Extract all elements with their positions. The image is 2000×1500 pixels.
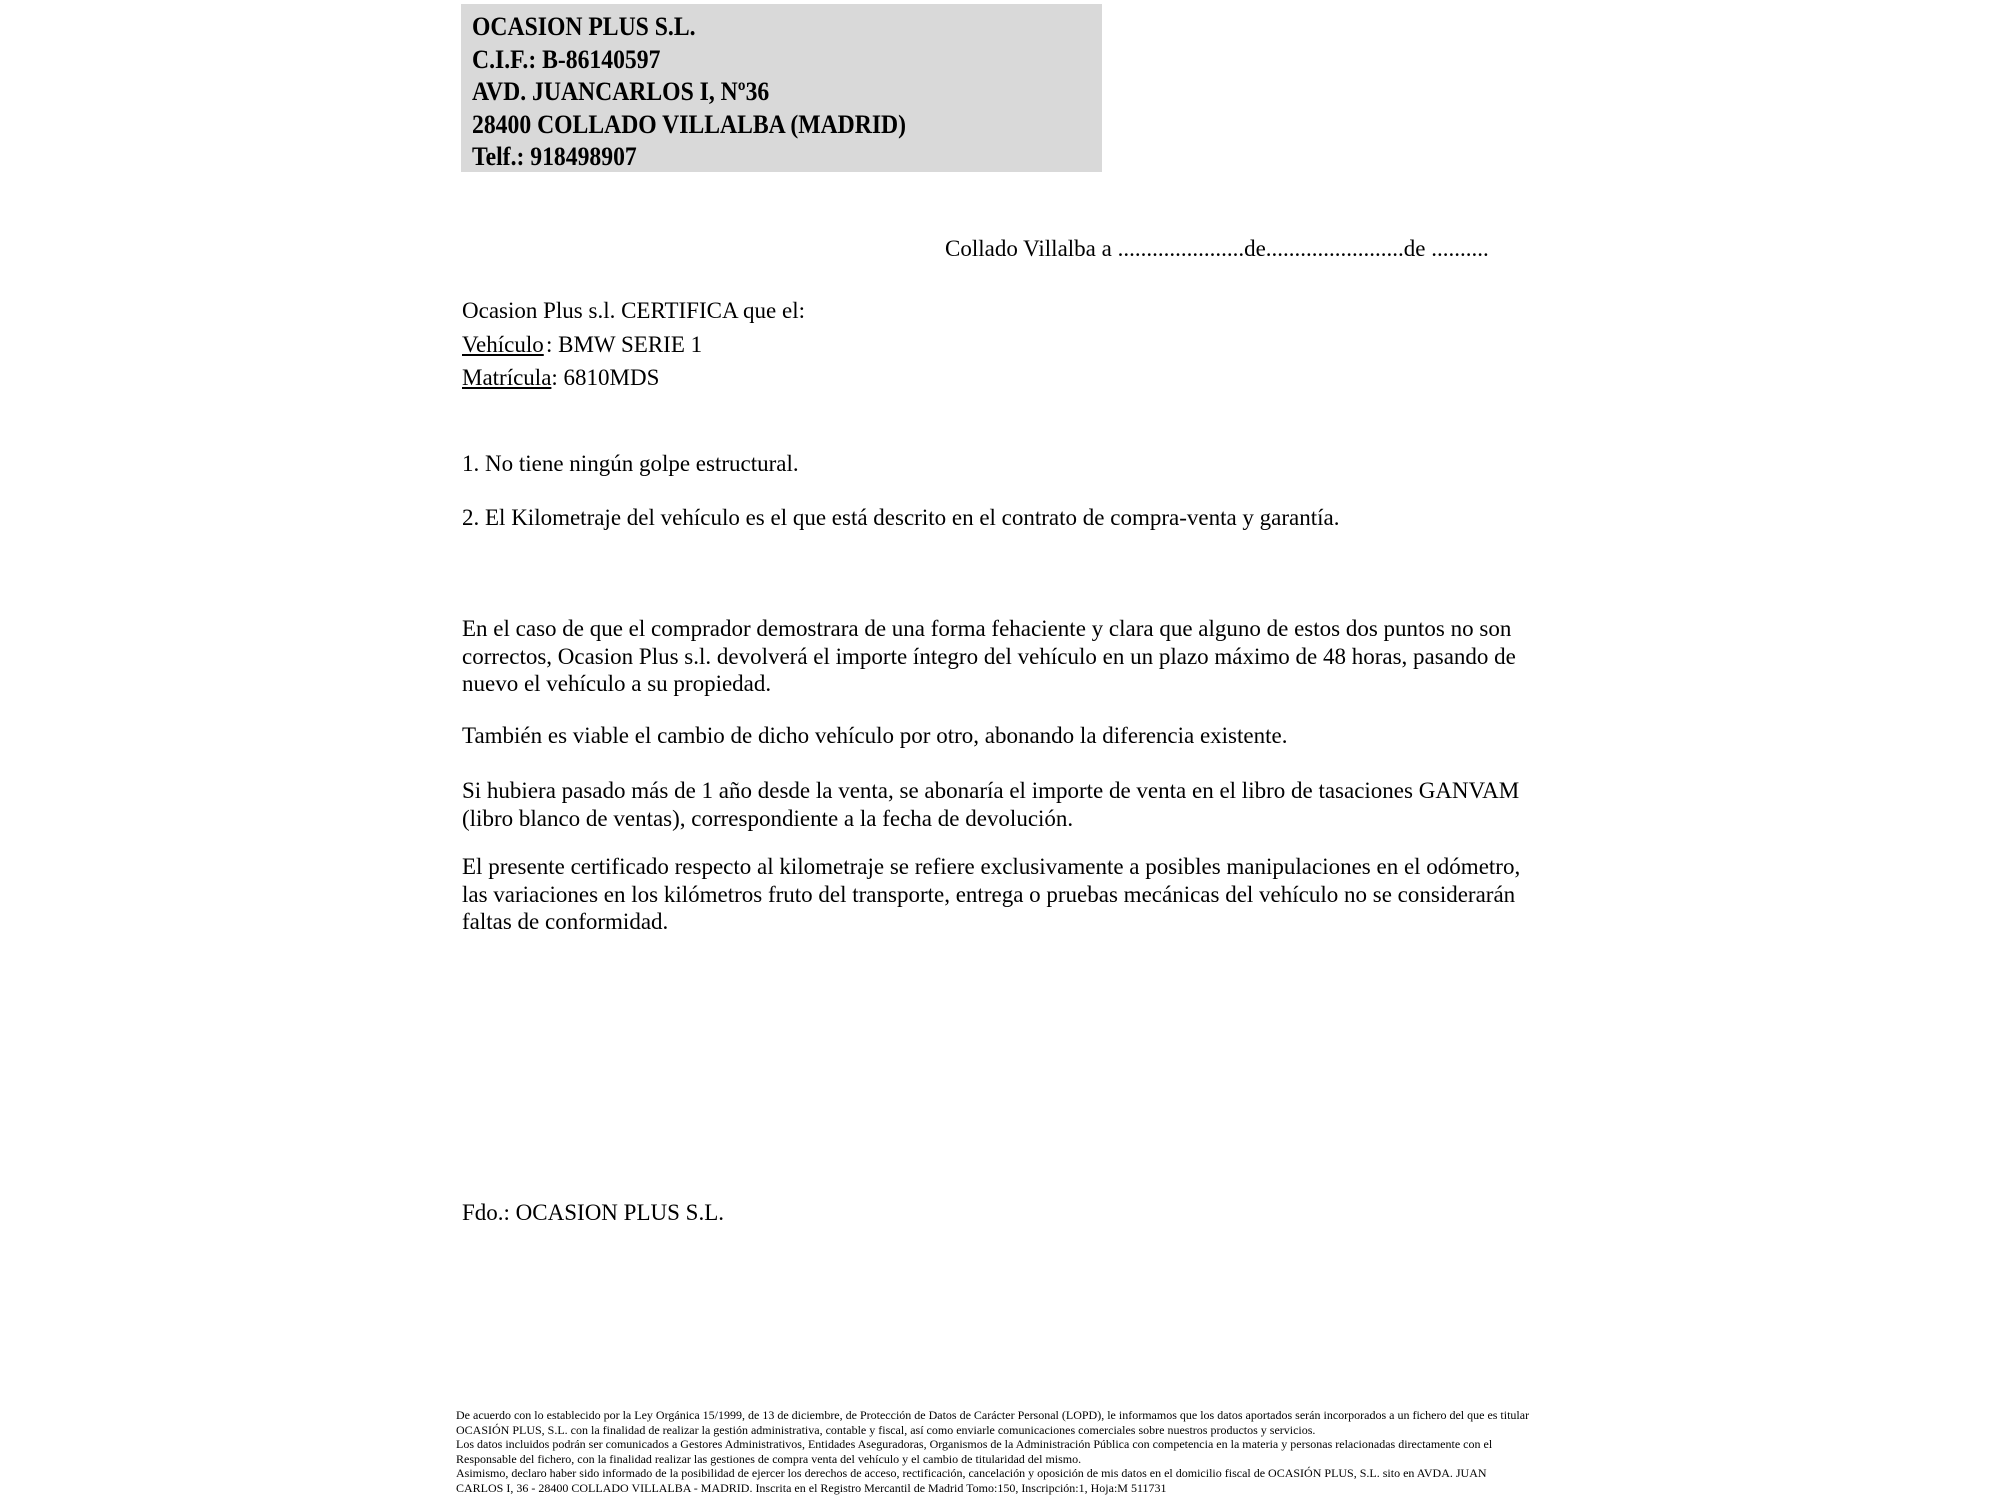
letterhead-box <box>461 4 1102 172</box>
plate-label: Matrícula <box>462 365 552 390</box>
legal-footer-line: Responsable del fichero, con la finalidad realizar las gestiones de compra venta del vehículo y el cambio de titularidad del mismo. <box>456 1451 1082 1466</box>
certification-intro: Ocasion Plus s.l. CERTIFICA que el: <box>462 298 805 323</box>
paragraph-ganvam-valuation: Si hubiera pasado más de 1 año desde la venta, se abonaría el importe de venta en el libro de tasaciones GANVAM (libro blanco de ventas), correspondiente a la fecha de devolución. <box>462 778 1520 831</box>
signature-line: Fdo.: OCASION PLUS S.L. <box>462 1200 724 1225</box>
legal-footer-line: De acuerdo con lo establecido por la Ley Orgánica 15/1999, de 13 de diciembre, de Protección de Datos de Carácter Personal (LOPD), le informamos que los datos aportados serán incorporados a un fichero del que es titular <box>456 1408 1530 1422</box>
company-phone: Telf.: 918498907 <box>472 142 637 172</box>
legal-footer-line: CARLOS I, 36 - 28400 COLLADO VILLALBA - MADRID. Inscrita en el Registro Mercantil de Madrid Tomo:150, Inscripción:1, Hoja:M 511731 <box>456 1480 1167 1495</box>
vehicle-value: : BMW SERIE 1 <box>546 331 703 357</box>
vehicle-label: Vehículo <box>462 331 544 357</box>
paragraph-refund-terms: En el caso de que el comprador demostrara de una forma fehaciente y clara que alguno de estos dos puntos no son correctos, Ocasion Plus s.l. devolverá el importe íntegro del vehículo en un plazo máximo de 48 horas, pasando de nuevo el vehículo a su propiedad. <box>462 616 1516 696</box>
company-cif: C.I.F.: B-86140597 <box>472 44 661 74</box>
company-name: OCASION PLUS S.L. <box>472 12 696 41</box>
date-line: Collado Villalba a ......................de........................de .......... <box>945 236 1489 261</box>
company-address: AVD. JUANCARLOS I, Nº36 <box>472 77 770 107</box>
legal-footer-line: Asimismo, declaro haber sido informado de la posibilidad de ejercer los derechos de acceso, rectificación, cancelación y oposición de mis datos en el domicilio fiscal de OCASIÓN PLUS, S.L. sito en AVDA. JUAN <box>456 1466 1487 1481</box>
vehicle-field <box>462 328 805 362</box>
certified-point-2: 2. El Kilometraje del vehículo es el que está descrito en el contrato de compra-venta y garantía. <box>462 505 1340 530</box>
company-city: 28400 COLLADO VILLALBA (MADRID) <box>472 109 907 139</box>
legal-footer-line: Los datos incluidos podrán ser comunicados a Gestores Administrativos, Entidades Aseguradoras, Organismos de la Administración Pública con competencia en la materia y personas relacionadas directamente con el <box>456 1437 1493 1452</box>
paragraph-exchange-option: También es viable el cambio de dicho vehículo por otro, abonando la diferencia existente. <box>462 723 1288 748</box>
plate-field <box>462 361 805 395</box>
legal-footer-line: OCASIÓN PLUS, S.L. con la finalidad de realizar la gestión administrativa, contable y fiscal, así como enviarle comunicaciones comerciales sobre nuestros productos y servicios. <box>456 1422 1316 1437</box>
certification-block <box>462 294 805 395</box>
plate-value: : 6810MDS <box>551 365 660 390</box>
certified-point-1: 1. No tiene ningún golpe estructural. <box>462 451 799 476</box>
legal-footer <box>456 1408 1529 1496</box>
paragraph-odometer-disclaimer: El presente certificado respecto al kilometraje se refiere exclusivamente a posibles manipulaciones en el odómetro, las variaciones en los kilómetros fruto del transporte, entrega o pruebas mecánicas del vehículo no se considerarán faltas de conformidad. <box>462 854 1521 934</box>
